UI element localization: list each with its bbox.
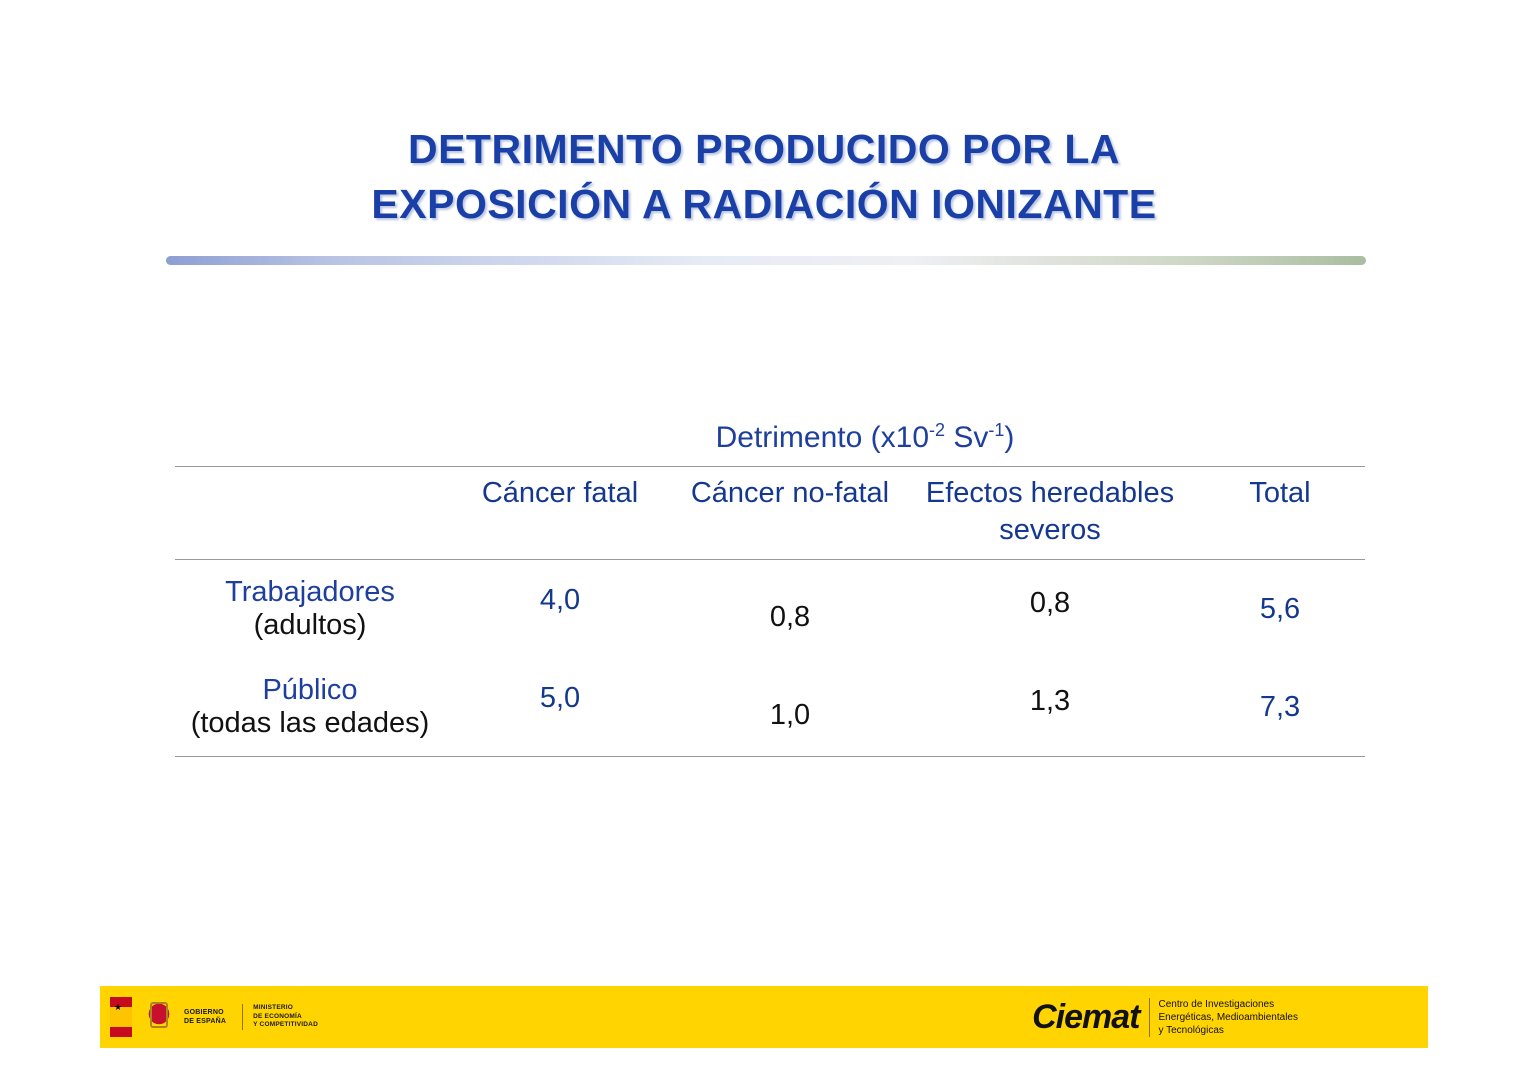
flag-star-icon: ★ (114, 1002, 123, 1012)
row-header-publico-main: Público (262, 674, 358, 706)
table-row (175, 658, 1365, 757)
cell-trabajadores-total: 5,6 (1259, 592, 1301, 625)
table-caption (175, 412, 1365, 466)
cell-publico-cancer-fatal: 5,0 (445, 649, 675, 748)
detriment-table-block (175, 412, 1365, 757)
column-header-cancer-fatal: Cáncer fatal (445, 467, 675, 560)
ministerio-label (242, 1004, 318, 1030)
ciemat-subtitle-line-3: y Tecnológicas (1158, 1024, 1224, 1036)
column-header-efectos-sub: severos (999, 514, 1101, 546)
row-header-publico (175, 658, 445, 757)
caption-exponent-2: -1 (988, 420, 1005, 440)
column-header-corner (175, 467, 445, 560)
gobierno-label-line-2: DE ESPAÑA (184, 1018, 227, 1025)
ciemat-wordmark: Ciemat (1032, 997, 1140, 1036)
row-header-trabajadores-main: Trabajadores (225, 576, 395, 608)
caption-mid: Sv (945, 421, 989, 454)
column-header-efectos-heredables (905, 467, 1195, 560)
row-header-trabajadores-sub: (adultos) (253, 609, 367, 641)
ciemat-subtitle-line-1: Centro de Investigaciones (1158, 998, 1275, 1010)
ciemat-subtitle (1149, 998, 1298, 1037)
page-title-line-1: DETRIMENTO PRODUCIDO POR LA (407, 126, 1121, 172)
page-title (0, 122, 1528, 232)
column-header-total: Total (1195, 467, 1365, 560)
footer-band (100, 986, 1428, 1048)
page-title-line-2: EXPOSICIÓN A RADIACIÓN IONIZANTE (371, 181, 1157, 227)
cell-publico-efectos-heredables: 1,3 (905, 652, 1195, 751)
table-header-row (175, 467, 1365, 560)
spain-flag-icon (110, 997, 132, 1037)
cell-trabajadores-cancer-fatal: 4,0 (539, 583, 581, 616)
row-header-publico-sub: (todas las edades) (190, 707, 430, 739)
ministerio-label-line-1: MINISTERIO (253, 1004, 294, 1012)
ciemat-subtitle-line-2: Energéticas, Medioambientales (1158, 1011, 1298, 1023)
coat-of-arms-icon (144, 998, 174, 1036)
gobierno-label (184, 1008, 226, 1026)
table-row (175, 560, 1365, 659)
title-divider (166, 256, 1366, 265)
caption-prefix: Detrimento (x10 (715, 421, 930, 454)
ministerio-label-line-3: Y COMPETITIVIDAD (253, 1021, 318, 1029)
cell-trabajadores-efectos-heredables: 0,8 (1029, 586, 1071, 619)
caption-exponent-1: -2 (929, 420, 946, 440)
column-header-cancer-no-fatal: Cáncer no-fatal (675, 467, 905, 560)
row-header-trabajadores (175, 560, 445, 659)
caption-suffix: ) (1004, 421, 1015, 454)
ciemat-logo-block (1032, 998, 1298, 1037)
ministerio-label-line-2: DE ECONOMÍA (253, 1012, 302, 1020)
column-header-efectos-main: Efectos heredables (925, 477, 1175, 509)
detriment-table (175, 466, 1365, 757)
gobierno-label-line-1: GOBIERNO (184, 1009, 224, 1016)
cell-trabajadores-cancer-no-fatal: 0,8 (769, 600, 811, 633)
cell-publico-cancer-no-fatal: 1,0 (675, 666, 905, 765)
cell-publico-total: 7,3 (1195, 658, 1365, 757)
gobierno-de-espana-logo (110, 997, 318, 1037)
